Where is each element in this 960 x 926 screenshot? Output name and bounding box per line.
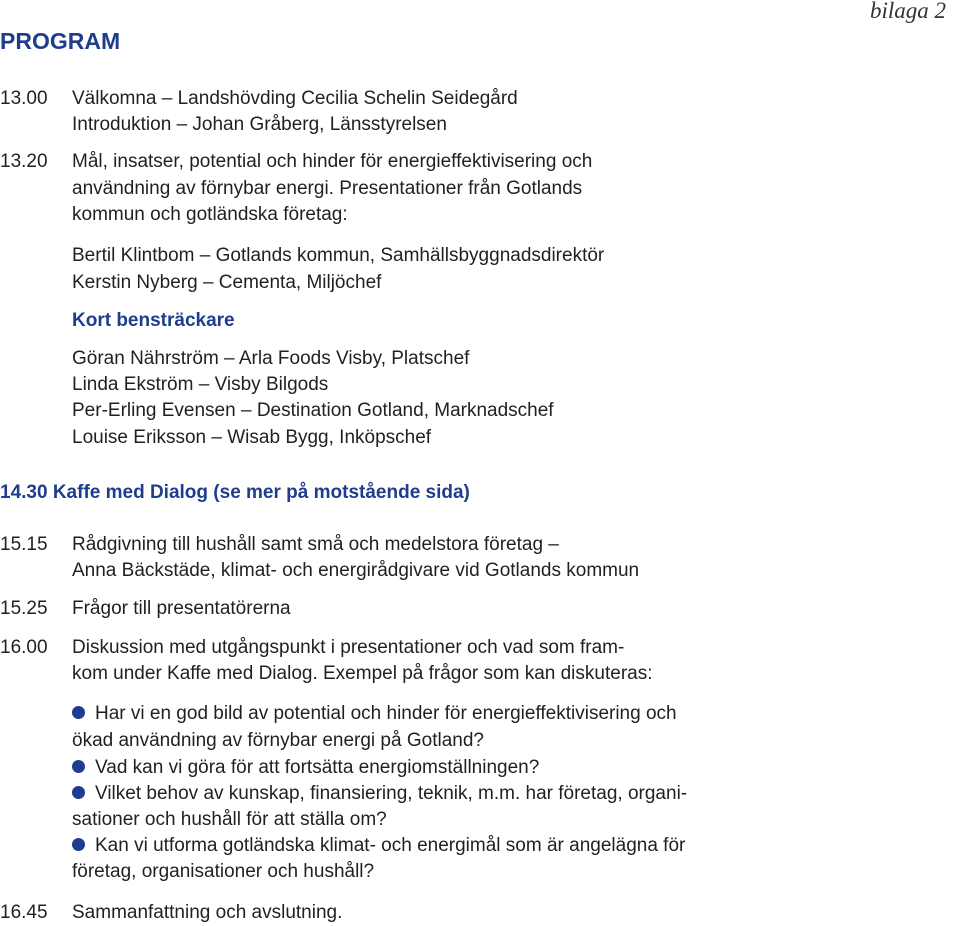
- agenda-line: Mål, insatser, potential och hinder för energieffektivisering och: [72, 151, 593, 172]
- question-item: Vad kan vi göra för att fortsätta energiomställningen?: [72, 755, 539, 781]
- question-item: Har vi en god bild av potential och hinder för energieffektivisering och: [72, 701, 677, 727]
- time-13-00: 13.00: [0, 88, 48, 109]
- subheading-break: Kort bensträckare: [72, 310, 235, 331]
- speaker-line: Kerstin Nyberg – Cementa, Miljöchef: [72, 272, 382, 293]
- agenda-line: Välkomna – Landshövding Cecilia Schelin Seidegård: [72, 88, 518, 109]
- question-item-cont: ökad användning av förnybar energi på Gotland?: [72, 730, 484, 751]
- agenda-line: Rådgivning till hushåll samt små och medelstora företag –: [72, 534, 559, 555]
- agenda-line: Sammanfattning och avslutning.: [72, 902, 343, 923]
- time-13-20: 13.20: [0, 151, 48, 172]
- agenda-line: Diskussion med utgångspunkt i presentationer och vad som fram-: [72, 637, 625, 658]
- speaker-line: Göran Nährström – Arla Foods Visby, Platschef: [72, 348, 470, 369]
- agenda-line: Anna Bäckstäde, klimat- och energirådgivare vid Gotlands kommun: [72, 560, 640, 581]
- speaker-line: Bertil Klintbom – Gotlands kommun, Samhällsbyggnadsdirektör: [72, 245, 605, 266]
- agenda-line: Frågor till presentatörerna: [72, 598, 291, 619]
- agenda-line: Introduktion – Johan Gråberg, Länsstyrelsen: [72, 114, 447, 135]
- bullet-icon: [72, 760, 85, 773]
- time-15-25: 15.25: [0, 598, 48, 619]
- question-item: Vilket behov av kunskap, finansiering, teknik, m.m. har företag, organi-: [72, 781, 687, 807]
- question-item-cont: sationer och hushåll för att ställa om?: [72, 809, 387, 830]
- time-15-15: 15.15: [0, 534, 48, 555]
- coffee-break-heading: 14.30 Kaffe med Dialog (se mer på motstående sida): [0, 482, 470, 503]
- agenda-line: användning av förnybar energi. Presentationer från Gotlands: [72, 178, 583, 199]
- bullet-icon: [72, 838, 85, 851]
- attachment-label: bilaga 2: [869, 0, 946, 23]
- page-title: PROGRAM: [0, 28, 121, 54]
- time-16-00: 16.00: [0, 637, 48, 658]
- speaker-line: Linda Ekström – Visby Bilgods: [72, 374, 329, 395]
- speaker-line: Per-Erling Evensen – Destination Gotland, Marknadschef: [72, 400, 554, 421]
- time-16-45: 16.45: [0, 902, 48, 923]
- bullet-icon: [72, 786, 85, 799]
- question-item-cont: företag, organisationer och hushåll?: [72, 861, 375, 882]
- question-item: Kan vi utforma gotländska klimat- och energimål som är angelägna för: [72, 833, 685, 859]
- bullet-icon: [72, 706, 85, 719]
- agenda-line: kom under Kaffe med Dialog. Exempel på frågor som kan diskuteras:: [72, 663, 653, 684]
- agenda-line: kommun och gotländska företag:: [72, 204, 348, 225]
- speaker-line: Louise Eriksson – Wisab Bygg, Inköpschef: [72, 427, 432, 448]
